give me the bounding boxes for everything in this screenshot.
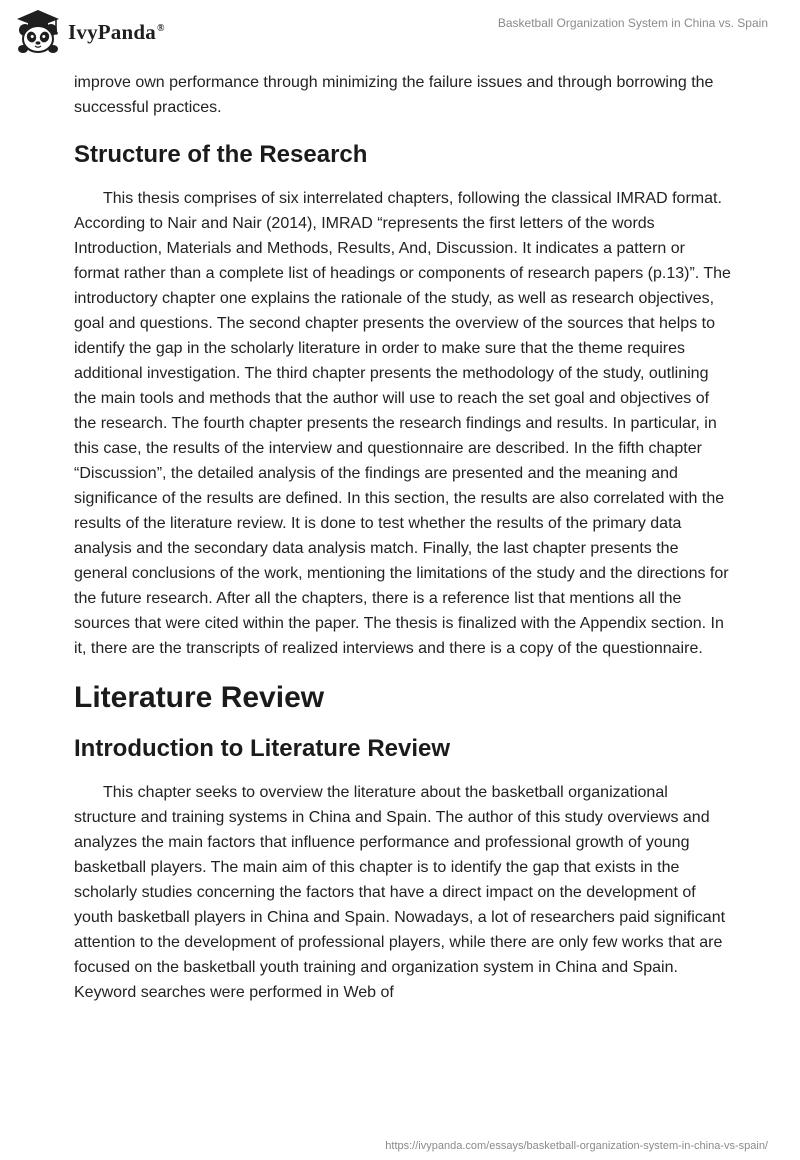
structure-paragraph: This thesis comprises of six interrelated chapters, following the classical IMRAD format. According to Nair and Nair (2014), IMRAD “represents the first letters of the words Introduction, Materials and Methods, Results, And, Discussion. It indicates a pattern or format rather than a complete list of headings or components of research papers (p.13)”. The introductory chapter one explains the rationale of the study, as well as research objectives, goal and questions. The second chapter presents the overview of the sources that helps to identify the gap in the scholarly literature in order to make sure that the theme requires additional investigation. The third chapter presents the methodology of the study, outlining the main tools and methods that the author will use to reach the set goal and objectives of the research. The fourth chapter presents the research findings and results. In particular, in this case, the results of the interview and questionnaire are described. In the fifth chapter “Discussion”, the detailed analysis of the findings are presented and the meaning and significance of the results are defined. In this section, the results are also correlated with the results of the literature review. It is done to test whether the results of the primary data analysis and the secondary data analysis match. Finally, the last chapter presents the general conclusions of the work, mentioning the limitations of the study and the directions for the future research. After all the chapters, there is a reference list that mentions all the sources that were cited within the paper. The thesis is finalized with the Appendix section. In it, there are the transcripts of realized interviews and there is a copy of the questionnaire. xyxy=(74,190,731,657)
chapter-heading-literature-review: Literature Review xyxy=(74,681,325,714)
intro-continuation-paragraph: improve own performance through minimizing the failure issues and through borrowing the successful practices. xyxy=(74,74,714,116)
page-header xyxy=(0,0,800,64)
brand-name: IvyPanda® xyxy=(68,19,165,44)
section-heading-intro-literature-review: Introduction to Literature Review xyxy=(74,735,451,762)
document-title: Basketball Organization System in China vs. Spain xyxy=(497,16,768,30)
source-url[interactable]: https://ivypanda.com/essays/basketball-organization-system-in-china-vs-spain/ xyxy=(385,1140,768,1152)
essay-content xyxy=(74,70,734,1005)
intro-literature-review-paragraph: This chapter seeks to overview the literature about the basketball organizational structure and training systems in China and Spain. The author of this study overviews and analyzes the main factors that influence performance and professional growth of young basketball players. The main aim of this chapter is to identify the gap that exists in the scholarly studies concerning the factors that have a direct impact on the development of youth basketball players in China and Spain. Nowadays, a lot of researchers paid significant attention to the development of professional players, while there are only few works that are focused on the basketball youth training and organization system in China and Spain. Keyword searches were performed in Web of xyxy=(74,784,726,1001)
panda-graduate-icon xyxy=(14,8,62,56)
brand-logo[interactable] xyxy=(14,8,165,56)
section-heading-structure: Structure of the Research xyxy=(74,141,368,168)
